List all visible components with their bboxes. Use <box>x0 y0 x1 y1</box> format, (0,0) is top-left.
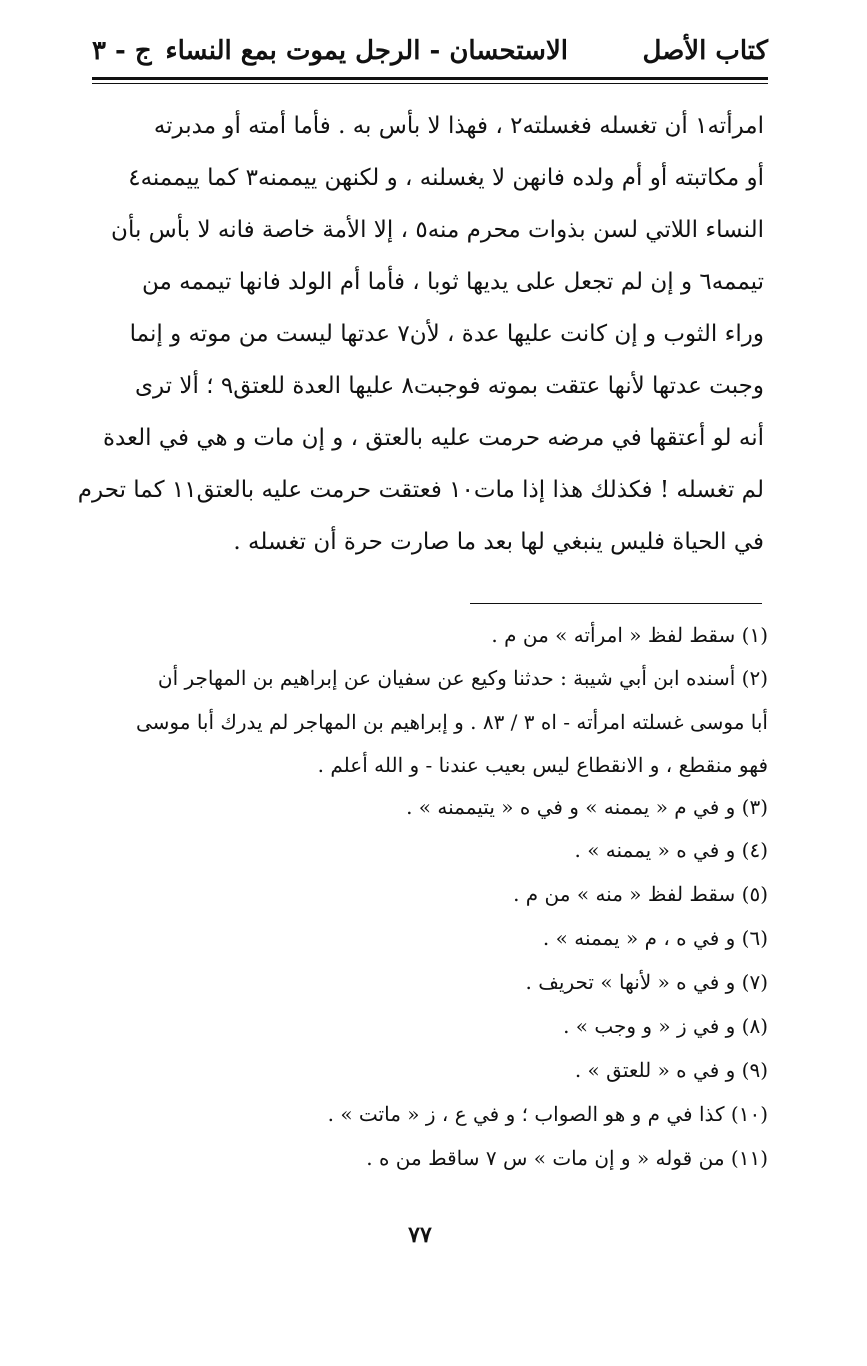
text-line: امرأته١ أن تغسله فغسلته٢ ، فهذا لا بأس به . فأما أمته أو مدبرته <box>153 113 764 139</box>
text-line: النساء اللاتي لسن بذوات محرم منه٥ ، إلا الأمة خاصة فانه لا بأس بأن <box>111 217 764 243</box>
footnote: (٣) و في م « يممنه » و في ه « يتيممنه » . <box>406 795 768 819</box>
footnote: (٩) و في ه « للعتق » . <box>574 1058 768 1082</box>
main-text <box>77 100 764 568</box>
footnote: (٦) و في ه ، م « يممنه » . <box>542 926 768 950</box>
header-volume: ج - ٣ <box>92 36 152 66</box>
footnotes <box>96 614 768 1180</box>
footnote: (٤) و في ه « يممنه » . <box>574 838 768 862</box>
running-header <box>92 18 768 78</box>
footnote: (١١) من قوله « و إن مات » س ٧ ساقط من ه . <box>366 1146 768 1170</box>
header-book-title: كتاب الأصل <box>642 36 768 66</box>
footnote-separator <box>470 603 762 604</box>
text-line: لم تغسله ! فكذلك هذا إذا مات١٠ فعتقت حرمت عليه بالعتق١١ كما تحرم <box>77 477 764 503</box>
footnote: (٥) سقط لفظ « منه » من م . <box>513 882 768 906</box>
header-rule-thin <box>92 83 768 84</box>
footnote: (١٠) كذا في م و هو الصواب ؛ و في ع ، ز « ماتت » . <box>327 1102 768 1126</box>
text-line: أنه لو أعتقها في مرضه حرمت عليه بالعتق ، و إن مات و هي في العدة <box>102 425 764 451</box>
text-line: أو مكاتبته أو أم ولده فانهن لا يغسلنه ، و لكنهن ييممنه٣ كما ييممنه٤ <box>128 165 764 191</box>
header-chapter-title: الاستحسان - الرجل يموت بمع النساء <box>165 36 568 66</box>
text-line: وراء الثوب و إن كانت عليها عدة ، لأن٧ عدتها ليست من موته و إنما <box>129 321 764 347</box>
footnote: (٢) أسنده ابن أبي شيبة : حدثنا وكيع عن سفيان عن إبراهيم بن المهاجر أن <box>157 666 768 690</box>
footnote-continuation: أبا موسى غسلته امرأته - اه ٣ / ٨٣ . و إبراهيم بن المهاجر لم يدرك أبا موسى <box>135 710 768 734</box>
footnote: (٧) و في ه « لأنها » تحريف . <box>525 970 768 994</box>
header-rule-thick <box>92 77 768 80</box>
footnote-continuation: فهو منقطع ، و الانقطاع ليس بعيب عندنا - و الله أعلم . <box>317 753 768 777</box>
page-number: ٧٧ <box>408 1222 432 1248</box>
footnote: (١) سقط لفظ « امرأته » من م . <box>491 623 768 647</box>
text-line: تيممه٦ و إن لم تجعل على يديها ثوبا ، فأما أم الولد فانها تيممه من <box>142 269 764 295</box>
text-line: في الحياة فليس ينبغي لها بعد ما صارت حرة أن تغسله . <box>233 529 764 555</box>
footnote: (٨) و في ز « و وجب » . <box>563 1014 768 1038</box>
text-line: وجبت عدتها لأنها عتقت بموته فوجبت٨ عليها العدة للعتق٩ ؛ ألا ترى <box>134 373 764 399</box>
